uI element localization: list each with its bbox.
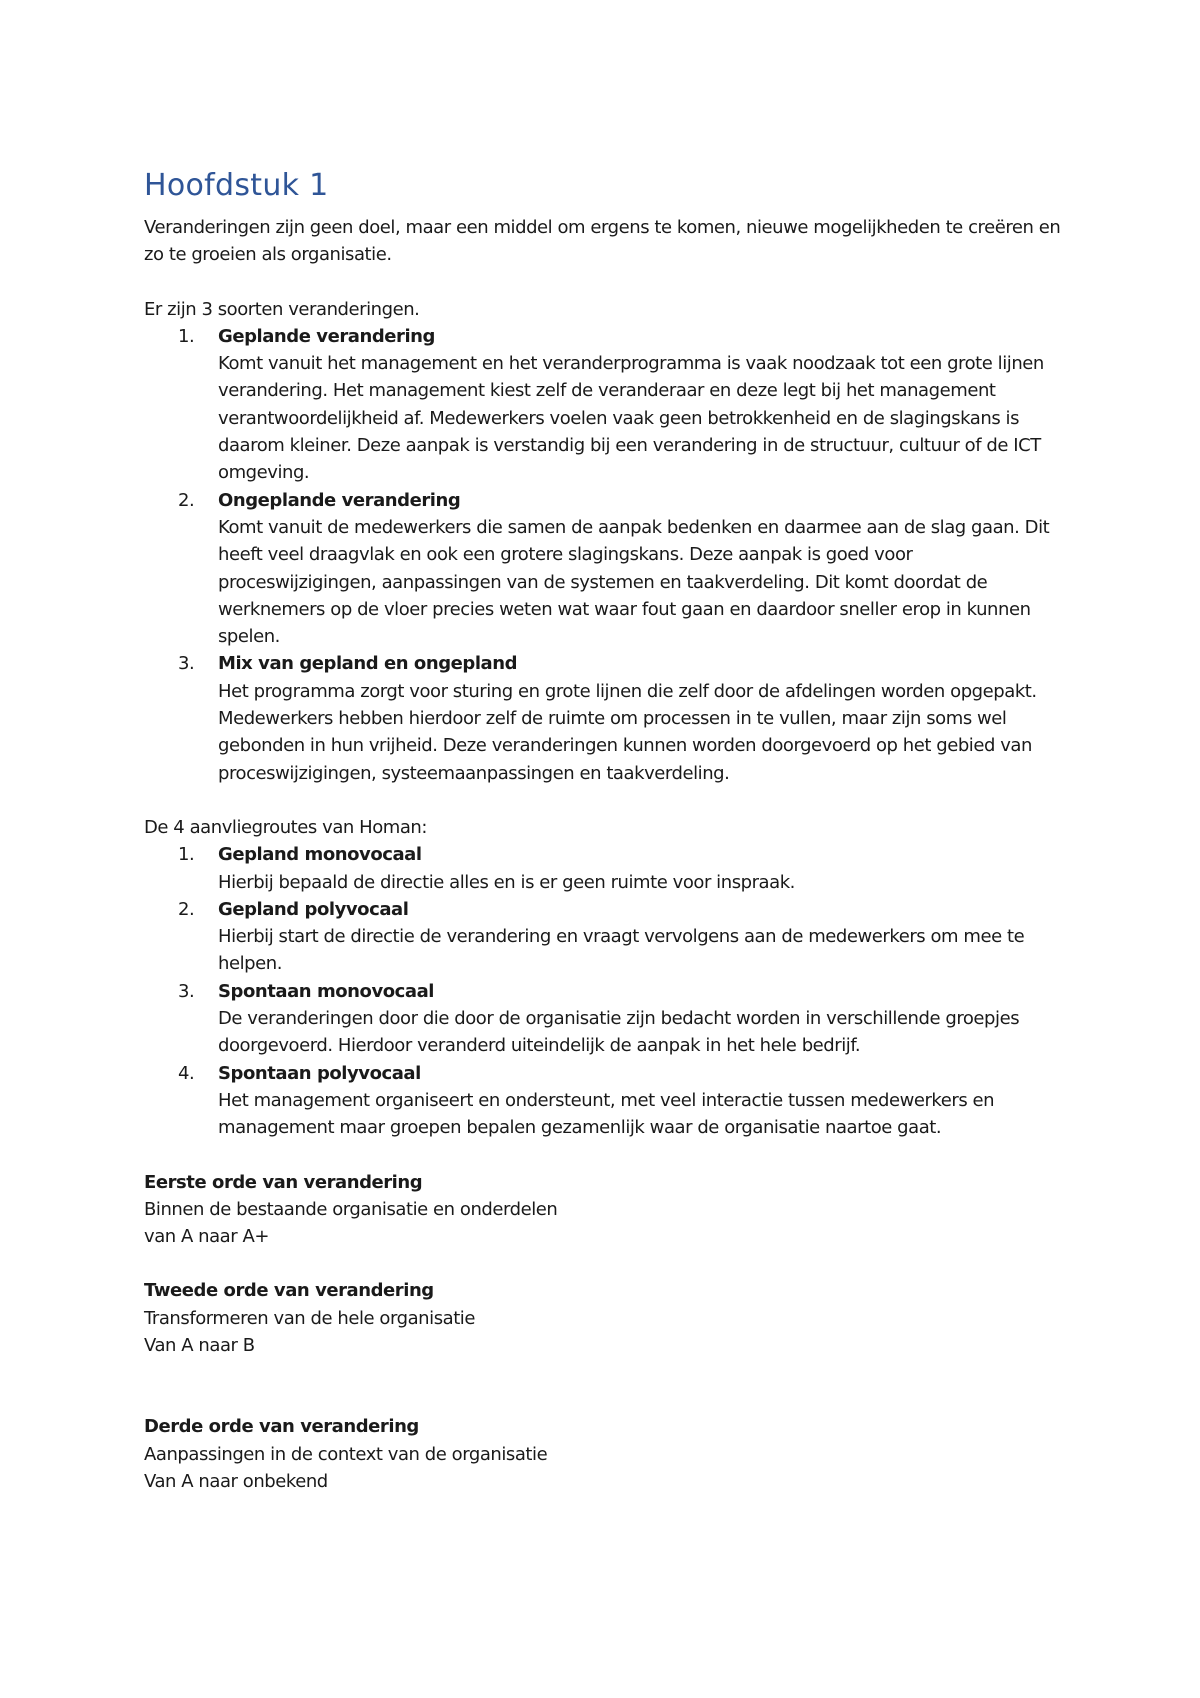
list-item-text: De veranderingen door die door de organisatie zijn bedacht worden in verschillende groepjes doorgevoerd. Hierdoor veranderd uiteindelijk de aanpak in het hele bedrijf. xyxy=(218,1008,1020,1057)
list-item-title: Gepland monovocaal xyxy=(218,844,422,866)
list-number: 2. xyxy=(178,898,195,920)
list-number: 2. xyxy=(178,489,195,511)
list-item xyxy=(144,1060,1064,1142)
list-item-title: Gepland polyvocaal xyxy=(218,898,409,920)
list-item-text: Komt vanuit het management en het veranderprogramma is vaak noodzaak tot een grote lijnen verandering. Het management kiest zelf de veranderaar en deze legt bij het management verantwoordelijkheid af. Medewerkers voelen vaak geen betrokkenheid en de slagingskans is daarom kleiner. Deze aanpak is verstandig bij een verandering in de structuur, cultuur of de ICT omgeving. xyxy=(218,353,1044,484)
list-item xyxy=(144,487,1064,651)
order-description: Binnen de bestaande organisatie en onderdelen xyxy=(144,1198,558,1220)
list-item xyxy=(144,323,1064,487)
order-title: Derde orde van verandering xyxy=(144,1416,419,1438)
types-intro: Er zijn 3 soorten veranderingen. xyxy=(144,298,420,320)
order-section-second xyxy=(144,1277,1064,1359)
list-item-title: Spontaan monovocaal xyxy=(218,980,434,1002)
list-item-text: Komt vanuit de medewerkers die samen de aanpak bedenken en daarmee aan de slag gaan. Dit heeft veel draagvlak en ook een grotere slagingskans. Deze aanpak is goed voor proceswijzigingen, aanpassingen van de systemen en taakverdeling. Dit komt doordat de werknemers op de vloer precies weten wat waar fout gaan en daardoor sneller erop in kunnen spelen. xyxy=(218,516,1050,648)
order-title: Eerste orde van verandering xyxy=(144,1171,423,1193)
list-number: 1. xyxy=(178,325,195,347)
routes-list xyxy=(144,841,1064,1141)
list-item-text: Het programma zorgt voor sturing en grote lijnen die zelf door de afdelingen worden opgepakt. Medewerkers hebben hierdoor zelf de ruimte om processen in te vullen, maar zijn soms wel gebonden in hun vrijheid. Deze veranderingen kunnen worden doorgevoerd op het gebied van proceswijzigingen, systeemaanpassingen en taakverdeling. xyxy=(218,680,1037,784)
list-item-text: Hierbij bepaald de directie alles en is er geen ruimte voor inspraak. xyxy=(218,871,795,893)
change-types-list xyxy=(144,323,1064,787)
list-item xyxy=(144,978,1064,1060)
list-item-title: Geplande verandering xyxy=(218,325,435,347)
order-section-first xyxy=(144,1169,1064,1251)
list-item-title: Spontaan polyvocaal xyxy=(218,1062,421,1084)
routes-intro: De 4 aanvliegroutes van Homan: xyxy=(144,816,428,838)
list-item-text: Het management organiseert en ondersteunt, met veel interactie tussen medewerkers en management maar groepen bepalen gezamenlijk waar de organisatie naartoe gaat. xyxy=(218,1089,995,1139)
order-direction: van A naar A+ xyxy=(144,1226,269,1248)
list-number: 3. xyxy=(178,653,195,675)
list-item-text: Hierbij start de directie de verandering en vraagt vervolgens aan de medewerkers om mee te helpen. xyxy=(218,926,1025,975)
list-number: 4. xyxy=(178,1062,195,1084)
page-title: Hoofdstuk 1 xyxy=(144,168,329,203)
order-description: Aanpassingen in de context van de organisatie xyxy=(144,1443,548,1465)
order-description: Transformeren van de hele organisatie xyxy=(144,1307,475,1329)
intro-paragraph: Veranderingen zijn geen doel, maar een middel om ergens te komen, nieuwe mogelijkheden te creëren en zo te groeien als organisatie. xyxy=(144,217,1061,266)
list-item xyxy=(144,841,1064,896)
order-direction: Van A naar onbekend xyxy=(144,1470,328,1492)
document-page xyxy=(144,164,1064,1495)
list-item-title: Ongeplande verandering xyxy=(218,489,461,511)
list-item xyxy=(144,896,1064,978)
list-item-title: Mix van gepland en ongepland xyxy=(218,653,518,675)
order-section-third xyxy=(144,1413,1064,1495)
list-number: 1. xyxy=(178,844,195,866)
list-number: 3. xyxy=(178,980,195,1002)
list-item xyxy=(144,650,1064,786)
order-direction: Van A naar B xyxy=(144,1334,255,1356)
order-title: Tweede orde van verandering xyxy=(144,1280,434,1302)
